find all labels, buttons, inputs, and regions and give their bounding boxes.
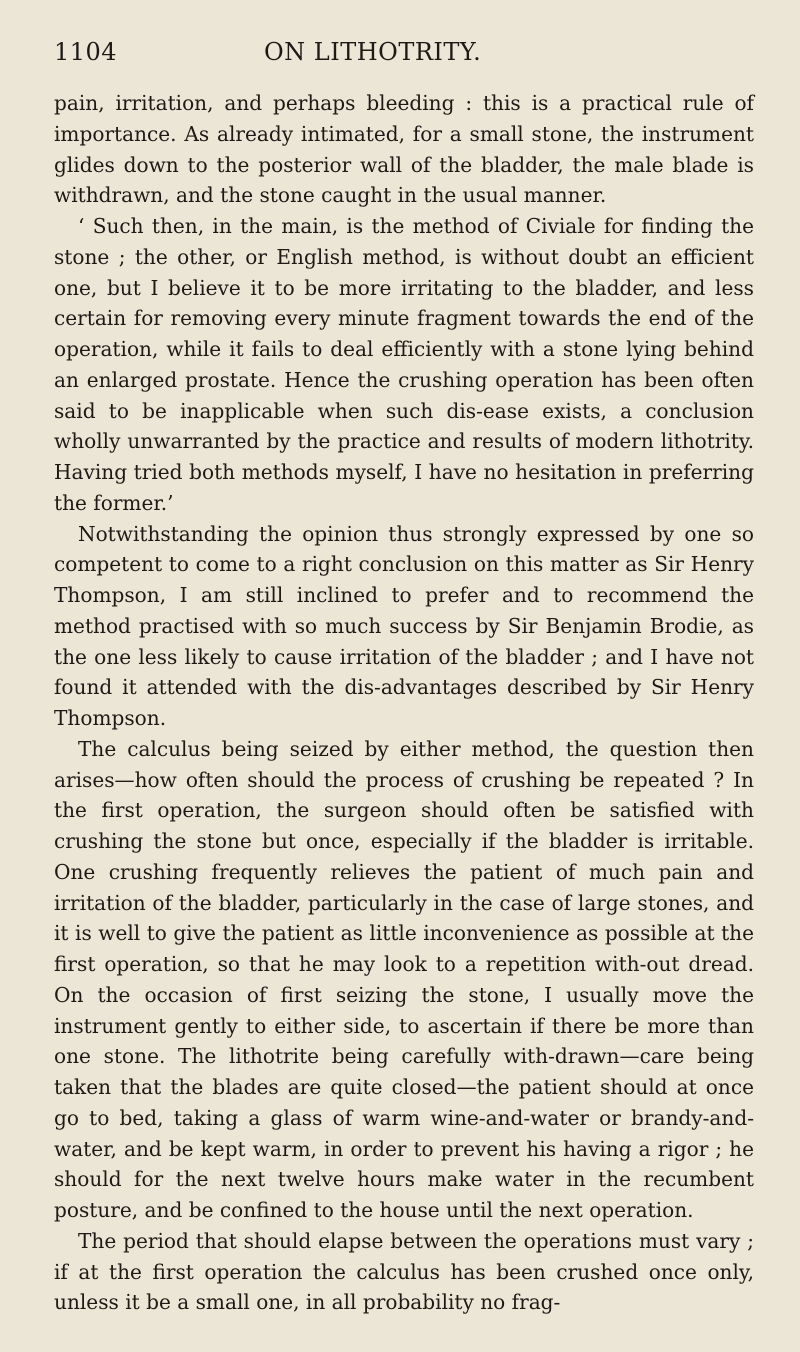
paragraph: Notwithstanding the opinion thus strongly expressed by one so competent to come to a right conclusion on this matter as Sir Henry Thompson, I am still inclined to prefer and to recommend the method practised with so much success by Sir Benjamin Brodie, as the one less likely to cause irritation of the bladder ; and I have not found it attended with the dis-advantages described by Sir Henry Thompson. (54, 521, 754, 730)
paragraph: The calculus being seized by either method, the question then arises—how often should the process of crushing be repeated ? In the first operation, the surgeon should often be satisfied with crushing the stone but once, especially if the bladder is irritable. One crushing frequently relieves the patient of much pain and irritation of the bladder, particularly in the case of large stones, and it is well to give the patient as little inconvenience as possible at the first operation, so that he may look to a repetition with-out dread. On the occasion of first seizing the stone, I usually move the instrument gently to either side, to ascertain if there be more than one stone. The lithotrite being carefully with-drawn—care being taken that the blades are quite closed—the patient should at once go to bed, taking a glass of warm wine-and-water or brandy-and-water, and be kept warm, in order to prevent his having a rigor ; he should for the next twelve hours make water in the recumbent posture, and be confined to the house until the next operation. (54, 736, 754, 1222)
paragraph-quotation: ‘ Such then, in the main, is the method of Civiale for finding the stone ; the other, or English method, is without doubt an efficient one, but I believe it to be more irritating to the bladder, and less certain for removing every minute fragment towards the end of the operation, while it fails to deal efficiently with a stone lying behind an enlarged prostate. Hence the crushing operation has been often said to be inapplicable when such dis-ease exists, a conclusion wholly unwarranted by the practice and results of modern lithotrity. Having tried both methods myself, I have no hesitation in preferring the former.’ (54, 214, 754, 515)
page-number: 1104 (54, 38, 118, 66)
page-header (54, 38, 754, 66)
body-text (54, 88, 754, 1318)
paragraph-continued: pain, irritation, and perhaps bleeding : this is a practical rule of importance. As already intimated, for a small stone, the instrument glides down to the posterior wall of the bladder, the male blade is withdrawn, and the stone caught in the usual manner. (54, 91, 754, 208)
paragraph: The period that should elapse between the operations must vary ; if at the first operation the calculus has been crushed once only, unless it be a small one, in all probability no frag- (54, 1228, 754, 1315)
running-head: ON LITHOTRITY. (264, 38, 482, 66)
